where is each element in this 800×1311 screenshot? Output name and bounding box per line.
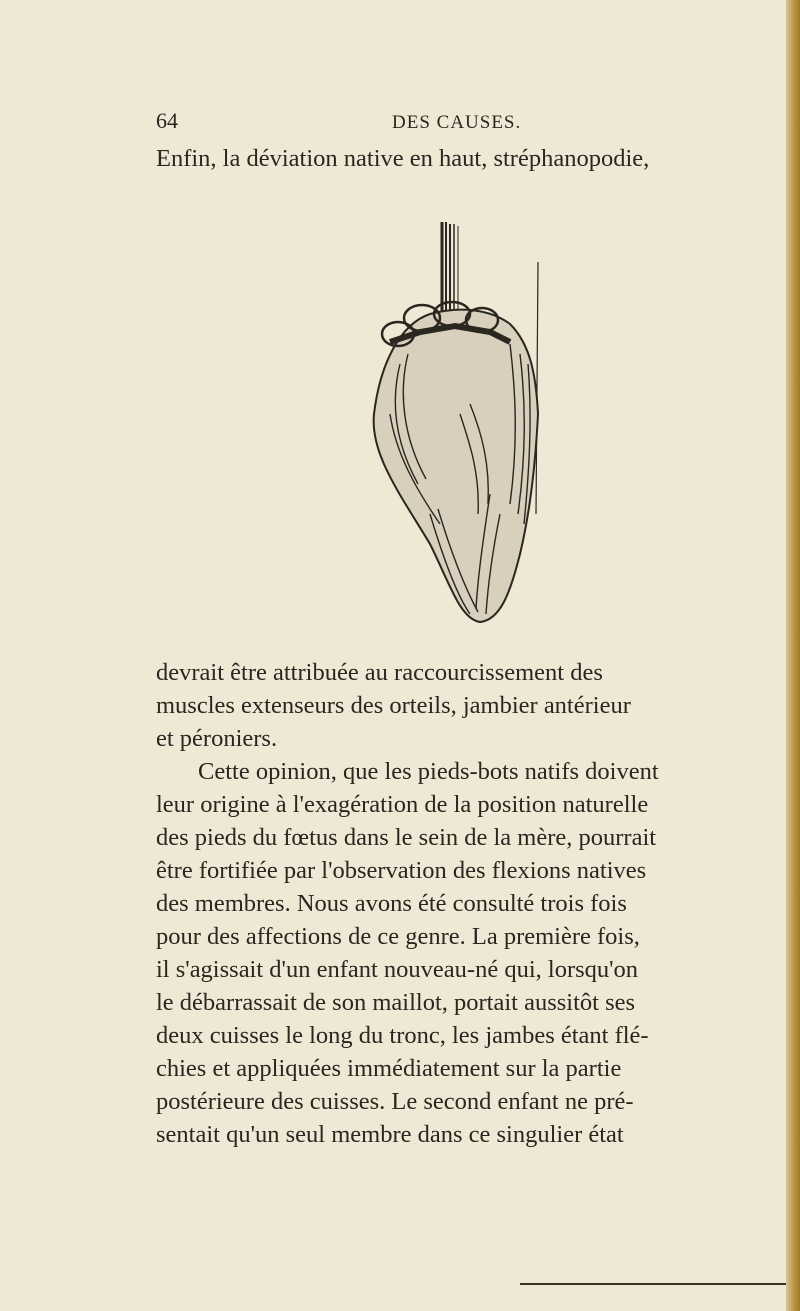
running-head: DES CAUSES. [392,112,522,133]
page-header [156,108,676,138]
text-line-7: des pieds du fœtus dans le sein de la mère, pourrait [156,824,657,851]
text-line-11: il s'agissait d'un enfant nouveau-né qui, lorsqu'on [156,956,639,983]
text-line-12: le débarrassait de son maillot, portait aussitôt ses [156,989,636,1016]
text-line-3: muscles extenseurs des orteils, jambier antérieur [156,692,631,719]
text-line-16: sentait qu'un seul membre dans ce singulier état [156,1121,624,1148]
text-line-5: Cette opinion, que les pieds-bots natifs doivent [198,758,659,785]
text-line-2: devrait être attribuée au raccourcissement des [156,659,603,686]
text-line-14: chies et appliquées immédiatement sur la partie [156,1055,622,1082]
page-number: 64 [156,108,178,133]
text-line-1: Enfin, la déviation native en haut, stréphanopodie, [156,145,650,172]
bottom-rule [520,1283,786,1285]
text-line-10: pour des affections de ce genre. La première fois, [156,923,640,950]
text-line-9: des membres. Nous avons été consulté trois fois [156,890,627,917]
clubfoot-illustration [360,214,560,634]
text-line-15: postérieure des cuisses. Le second enfant ne pré- [156,1088,634,1115]
text-line-6: leur origine à l'exagération de la position naturelle [156,791,649,818]
text-line-8: être fortifiée par l'observation des flexions natives [156,857,647,884]
text-line-13: deux cuisses le long du tronc, les jambes étant flé- [156,1022,649,1049]
text-line-4: et péroniers. [156,725,278,752]
page-edge [786,0,800,1311]
